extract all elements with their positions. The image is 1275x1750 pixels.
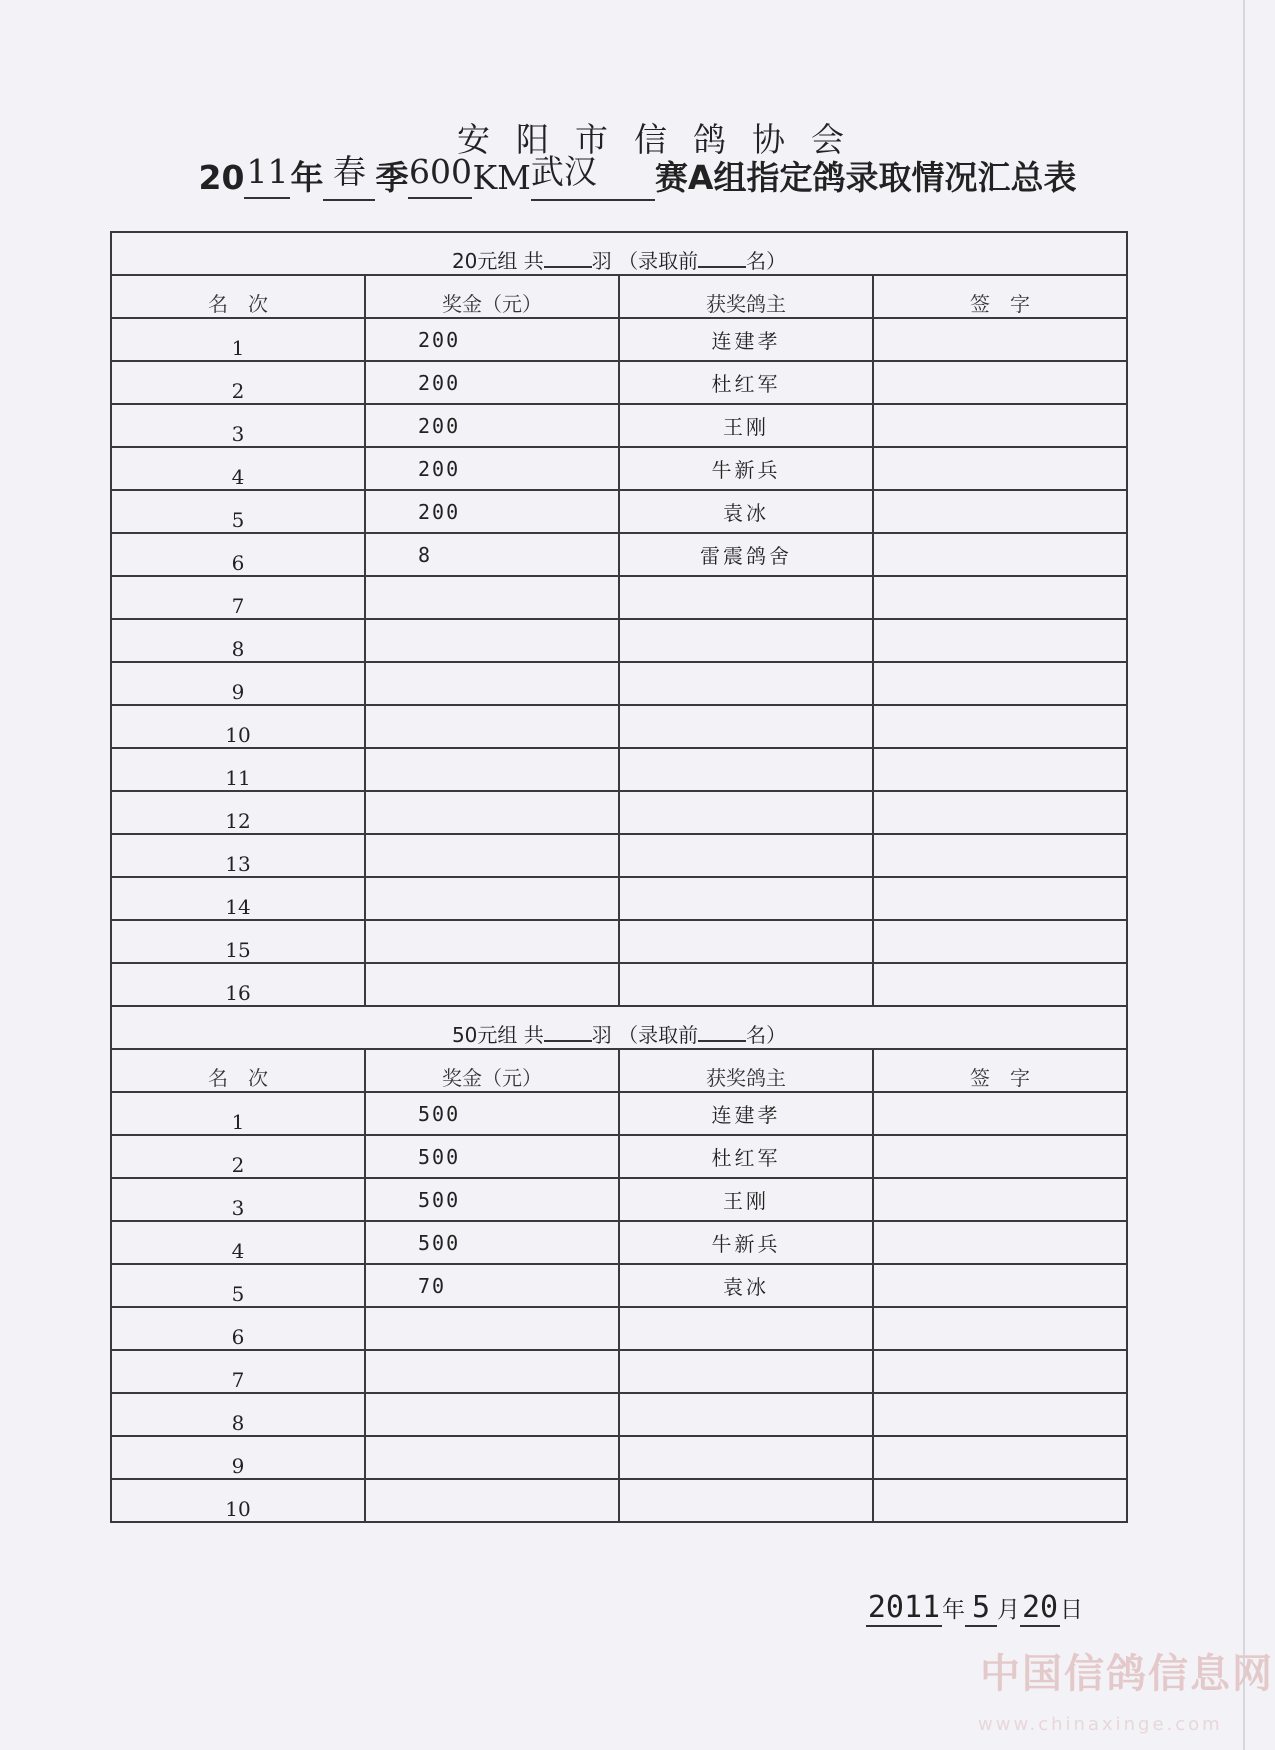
prize-cell bbox=[365, 791, 619, 834]
winner-cell: 袁冰 bbox=[619, 490, 873, 533]
title-suffix: 赛A组指定鸽录取情况汇总表 bbox=[654, 158, 1077, 197]
column-header-winner: 获奖鸽主 bbox=[619, 1049, 873, 1092]
table-row bbox=[111, 920, 1127, 963]
table-row bbox=[111, 834, 1127, 877]
date-day: 20 bbox=[1021, 1590, 1059, 1625]
organization-title: 安阳市信鸽协会 bbox=[457, 120, 870, 159]
signature-cell bbox=[873, 318, 1127, 361]
winner-cell bbox=[619, 1393, 873, 1436]
table-row bbox=[111, 791, 1127, 834]
table-row bbox=[111, 619, 1127, 662]
prize-cell bbox=[365, 1307, 619, 1350]
rank-cell: 7 bbox=[111, 1350, 365, 1393]
table-row bbox=[111, 877, 1127, 920]
signature-cell bbox=[873, 1135, 1127, 1178]
signature-cell bbox=[873, 1436, 1127, 1479]
prize-cell: 500 bbox=[365, 1092, 619, 1135]
table-row bbox=[111, 1264, 1127, 1307]
distance-field: 600 bbox=[408, 158, 472, 199]
prize-cell bbox=[365, 1479, 619, 1522]
signature-cell bbox=[873, 748, 1127, 791]
winner-cell: 杜红军 bbox=[619, 1135, 873, 1178]
prize-cell: 70 bbox=[365, 1264, 619, 1307]
location-field: 武汉 bbox=[531, 152, 655, 201]
column-header-rank: 名 次 bbox=[111, 275, 365, 318]
prize-cell bbox=[365, 877, 619, 920]
rank-cell: 9 bbox=[111, 662, 365, 705]
winner-cell: 王刚 bbox=[619, 404, 873, 447]
group20-count-blank bbox=[544, 266, 592, 268]
winner-cell bbox=[619, 1436, 873, 1479]
winner-cell: 牛新兵 bbox=[619, 447, 873, 490]
table-row bbox=[111, 404, 1127, 447]
table-row bbox=[111, 447, 1127, 490]
signature-cell bbox=[873, 877, 1127, 920]
rank-cell: 15 bbox=[111, 920, 365, 963]
prize-cell: 500 bbox=[365, 1178, 619, 1221]
table-row bbox=[111, 1092, 1127, 1135]
signature-cell bbox=[873, 1178, 1127, 1221]
rank-cell: 6 bbox=[111, 533, 365, 576]
winner-cell: 雷震鸽舍 bbox=[619, 533, 873, 576]
group20-title-b: 羽 （录取前 bbox=[591, 249, 699, 273]
group20-title-a: 20元组 共 bbox=[451, 249, 544, 273]
signature-cell bbox=[873, 705, 1127, 748]
group20-header-row bbox=[111, 232, 1127, 275]
winner-cell: 牛新兵 bbox=[619, 1221, 873, 1264]
rank-cell: 8 bbox=[111, 619, 365, 662]
signature-cell bbox=[873, 447, 1127, 490]
signature-cell bbox=[873, 920, 1127, 963]
prize-cell: 200 bbox=[365, 490, 619, 533]
winner-cell bbox=[619, 834, 873, 877]
rank-cell: 10 bbox=[111, 705, 365, 748]
date-day-label: 日 bbox=[1060, 1597, 1083, 1623]
winner-cell bbox=[619, 1479, 873, 1522]
year-field: 11 bbox=[244, 158, 290, 199]
signature-cell bbox=[873, 1221, 1127, 1264]
rank-cell: 14 bbox=[111, 877, 365, 920]
winner-cell: 王刚 bbox=[619, 1178, 873, 1221]
rank-cell: 10 bbox=[111, 1479, 365, 1522]
signature-cell bbox=[873, 361, 1127, 404]
winner-cell bbox=[619, 662, 873, 705]
prize-cell bbox=[365, 834, 619, 877]
rank-cell: 1 bbox=[111, 318, 365, 361]
distance-unit: KM bbox=[472, 158, 531, 197]
group20-column-headers bbox=[111, 275, 1127, 318]
column-header-sign: 签 字 bbox=[873, 275, 1127, 318]
signature-cell bbox=[873, 490, 1127, 533]
table-row bbox=[111, 662, 1127, 705]
winner-cell: 连建孝 bbox=[619, 318, 873, 361]
form-date bbox=[866, 1590, 1083, 1627]
group50-count-blank bbox=[544, 1040, 592, 1042]
winner-cell bbox=[619, 877, 873, 920]
prize-cell bbox=[365, 576, 619, 619]
signature-cell bbox=[873, 834, 1127, 877]
column-header-prize: 奖金（元） bbox=[365, 1049, 619, 1092]
column-header-winner: 获奖鸽主 bbox=[619, 275, 873, 318]
rank-cell: 11 bbox=[111, 748, 365, 791]
results-table bbox=[110, 231, 1128, 1523]
group50-title-a: 50元组 共 bbox=[451, 1023, 544, 1047]
date-month-label: 月 bbox=[997, 1597, 1020, 1623]
table-row bbox=[111, 1479, 1127, 1522]
rank-cell: 3 bbox=[111, 404, 365, 447]
table-row bbox=[111, 705, 1127, 748]
date-year-label: 年 bbox=[942, 1597, 965, 1623]
rank-cell: 4 bbox=[111, 447, 365, 490]
prize-cell: 200 bbox=[365, 318, 619, 361]
winner-cell bbox=[619, 619, 873, 662]
prize-cell: 8 bbox=[365, 533, 619, 576]
signature-cell bbox=[873, 1479, 1127, 1522]
table-row bbox=[111, 1393, 1127, 1436]
prize-cell: 200 bbox=[365, 404, 619, 447]
rank-cell: 5 bbox=[111, 1264, 365, 1307]
table-row bbox=[111, 1178, 1127, 1221]
prize-cell bbox=[365, 1393, 619, 1436]
title-prefix: 20 bbox=[198, 158, 245, 197]
rank-cell: 5 bbox=[111, 490, 365, 533]
signature-cell bbox=[873, 1264, 1127, 1307]
prize-cell bbox=[365, 662, 619, 705]
group50-header-row bbox=[111, 1006, 1127, 1049]
date-year: 2011 bbox=[867, 1590, 941, 1625]
rank-cell: 13 bbox=[111, 834, 365, 877]
prize-cell bbox=[365, 1350, 619, 1393]
table-row bbox=[111, 533, 1127, 576]
rank-cell: 1 bbox=[111, 1092, 365, 1135]
table-row bbox=[111, 1135, 1127, 1178]
signature-cell bbox=[873, 576, 1127, 619]
year-suffix: 年 bbox=[290, 158, 324, 197]
signature-cell bbox=[873, 963, 1127, 1006]
rank-cell: 7 bbox=[111, 576, 365, 619]
winner-cell bbox=[619, 791, 873, 834]
prize-cell bbox=[365, 705, 619, 748]
signature-cell bbox=[873, 533, 1127, 576]
column-header-sign: 签 字 bbox=[873, 1049, 1127, 1092]
rank-cell: 4 bbox=[111, 1221, 365, 1264]
prize-cell: 200 bbox=[365, 447, 619, 490]
winner-cell bbox=[619, 963, 873, 1006]
signature-cell bbox=[873, 619, 1127, 662]
prize-cell bbox=[365, 619, 619, 662]
winner-cell: 杜红军 bbox=[619, 361, 873, 404]
scan-edge-line bbox=[1243, 0, 1245, 1750]
rank-cell: 16 bbox=[111, 963, 365, 1006]
rank-cell: 2 bbox=[111, 1135, 365, 1178]
rank-cell: 6 bbox=[111, 1307, 365, 1350]
prize-cell: 500 bbox=[365, 1221, 619, 1264]
signature-cell bbox=[873, 1092, 1127, 1135]
prize-cell bbox=[365, 1436, 619, 1479]
group50-column-headers bbox=[111, 1049, 1127, 1092]
group50-top-blank bbox=[698, 1040, 746, 1042]
table-row bbox=[111, 1221, 1127, 1264]
rank-cell: 8 bbox=[111, 1393, 365, 1436]
rank-cell: 9 bbox=[111, 1436, 365, 1479]
table-row bbox=[111, 361, 1127, 404]
group20-title-c: 名） bbox=[746, 249, 787, 273]
watermark-url: www.chinaxinge.com bbox=[978, 1714, 1223, 1735]
season-field: 春 bbox=[323, 152, 375, 201]
signature-cell bbox=[873, 791, 1127, 834]
winner-cell bbox=[619, 705, 873, 748]
table-row bbox=[111, 1307, 1127, 1350]
winner-cell: 袁冰 bbox=[619, 1264, 873, 1307]
group20-title bbox=[111, 232, 1127, 275]
date-month: 5 bbox=[965, 1590, 997, 1627]
table-row bbox=[111, 576, 1127, 619]
winner-cell bbox=[619, 1307, 873, 1350]
signature-cell bbox=[873, 1350, 1127, 1393]
prize-cell bbox=[365, 748, 619, 791]
rank-cell: 3 bbox=[111, 1178, 365, 1221]
season-suffix: 季 bbox=[375, 158, 409, 197]
prize-cell bbox=[365, 920, 619, 963]
winner-cell bbox=[619, 1350, 873, 1393]
table-row bbox=[111, 490, 1127, 533]
rank-cell: 12 bbox=[111, 791, 365, 834]
winner-cell bbox=[619, 920, 873, 963]
signature-cell bbox=[873, 404, 1127, 447]
winner-cell: 连建孝 bbox=[619, 1092, 873, 1135]
table-row bbox=[111, 318, 1127, 361]
signature-cell bbox=[873, 1307, 1127, 1350]
form-title bbox=[0, 152, 1275, 201]
group50-title bbox=[111, 1006, 1127, 1049]
table-row bbox=[111, 748, 1127, 791]
column-header-rank: 名 次 bbox=[111, 1049, 365, 1092]
group50-title-b: 羽 （录取前 bbox=[591, 1023, 699, 1047]
table-row bbox=[111, 1436, 1127, 1479]
table-row bbox=[111, 1350, 1127, 1393]
prize-cell: 500 bbox=[365, 1135, 619, 1178]
watermark-logo-text: 中国信鸽信息网 bbox=[980, 1651, 1274, 1697]
column-header-prize: 奖金（元） bbox=[365, 275, 619, 318]
signature-cell bbox=[873, 662, 1127, 705]
prize-cell: 200 bbox=[365, 361, 619, 404]
signature-cell bbox=[873, 1393, 1127, 1436]
winner-cell bbox=[619, 576, 873, 619]
group50-title-c: 名） bbox=[746, 1023, 787, 1047]
rank-cell: 2 bbox=[111, 361, 365, 404]
prize-cell bbox=[365, 963, 619, 1006]
table-row bbox=[111, 963, 1127, 1006]
group20-top-blank bbox=[698, 266, 746, 268]
winner-cell bbox=[619, 748, 873, 791]
